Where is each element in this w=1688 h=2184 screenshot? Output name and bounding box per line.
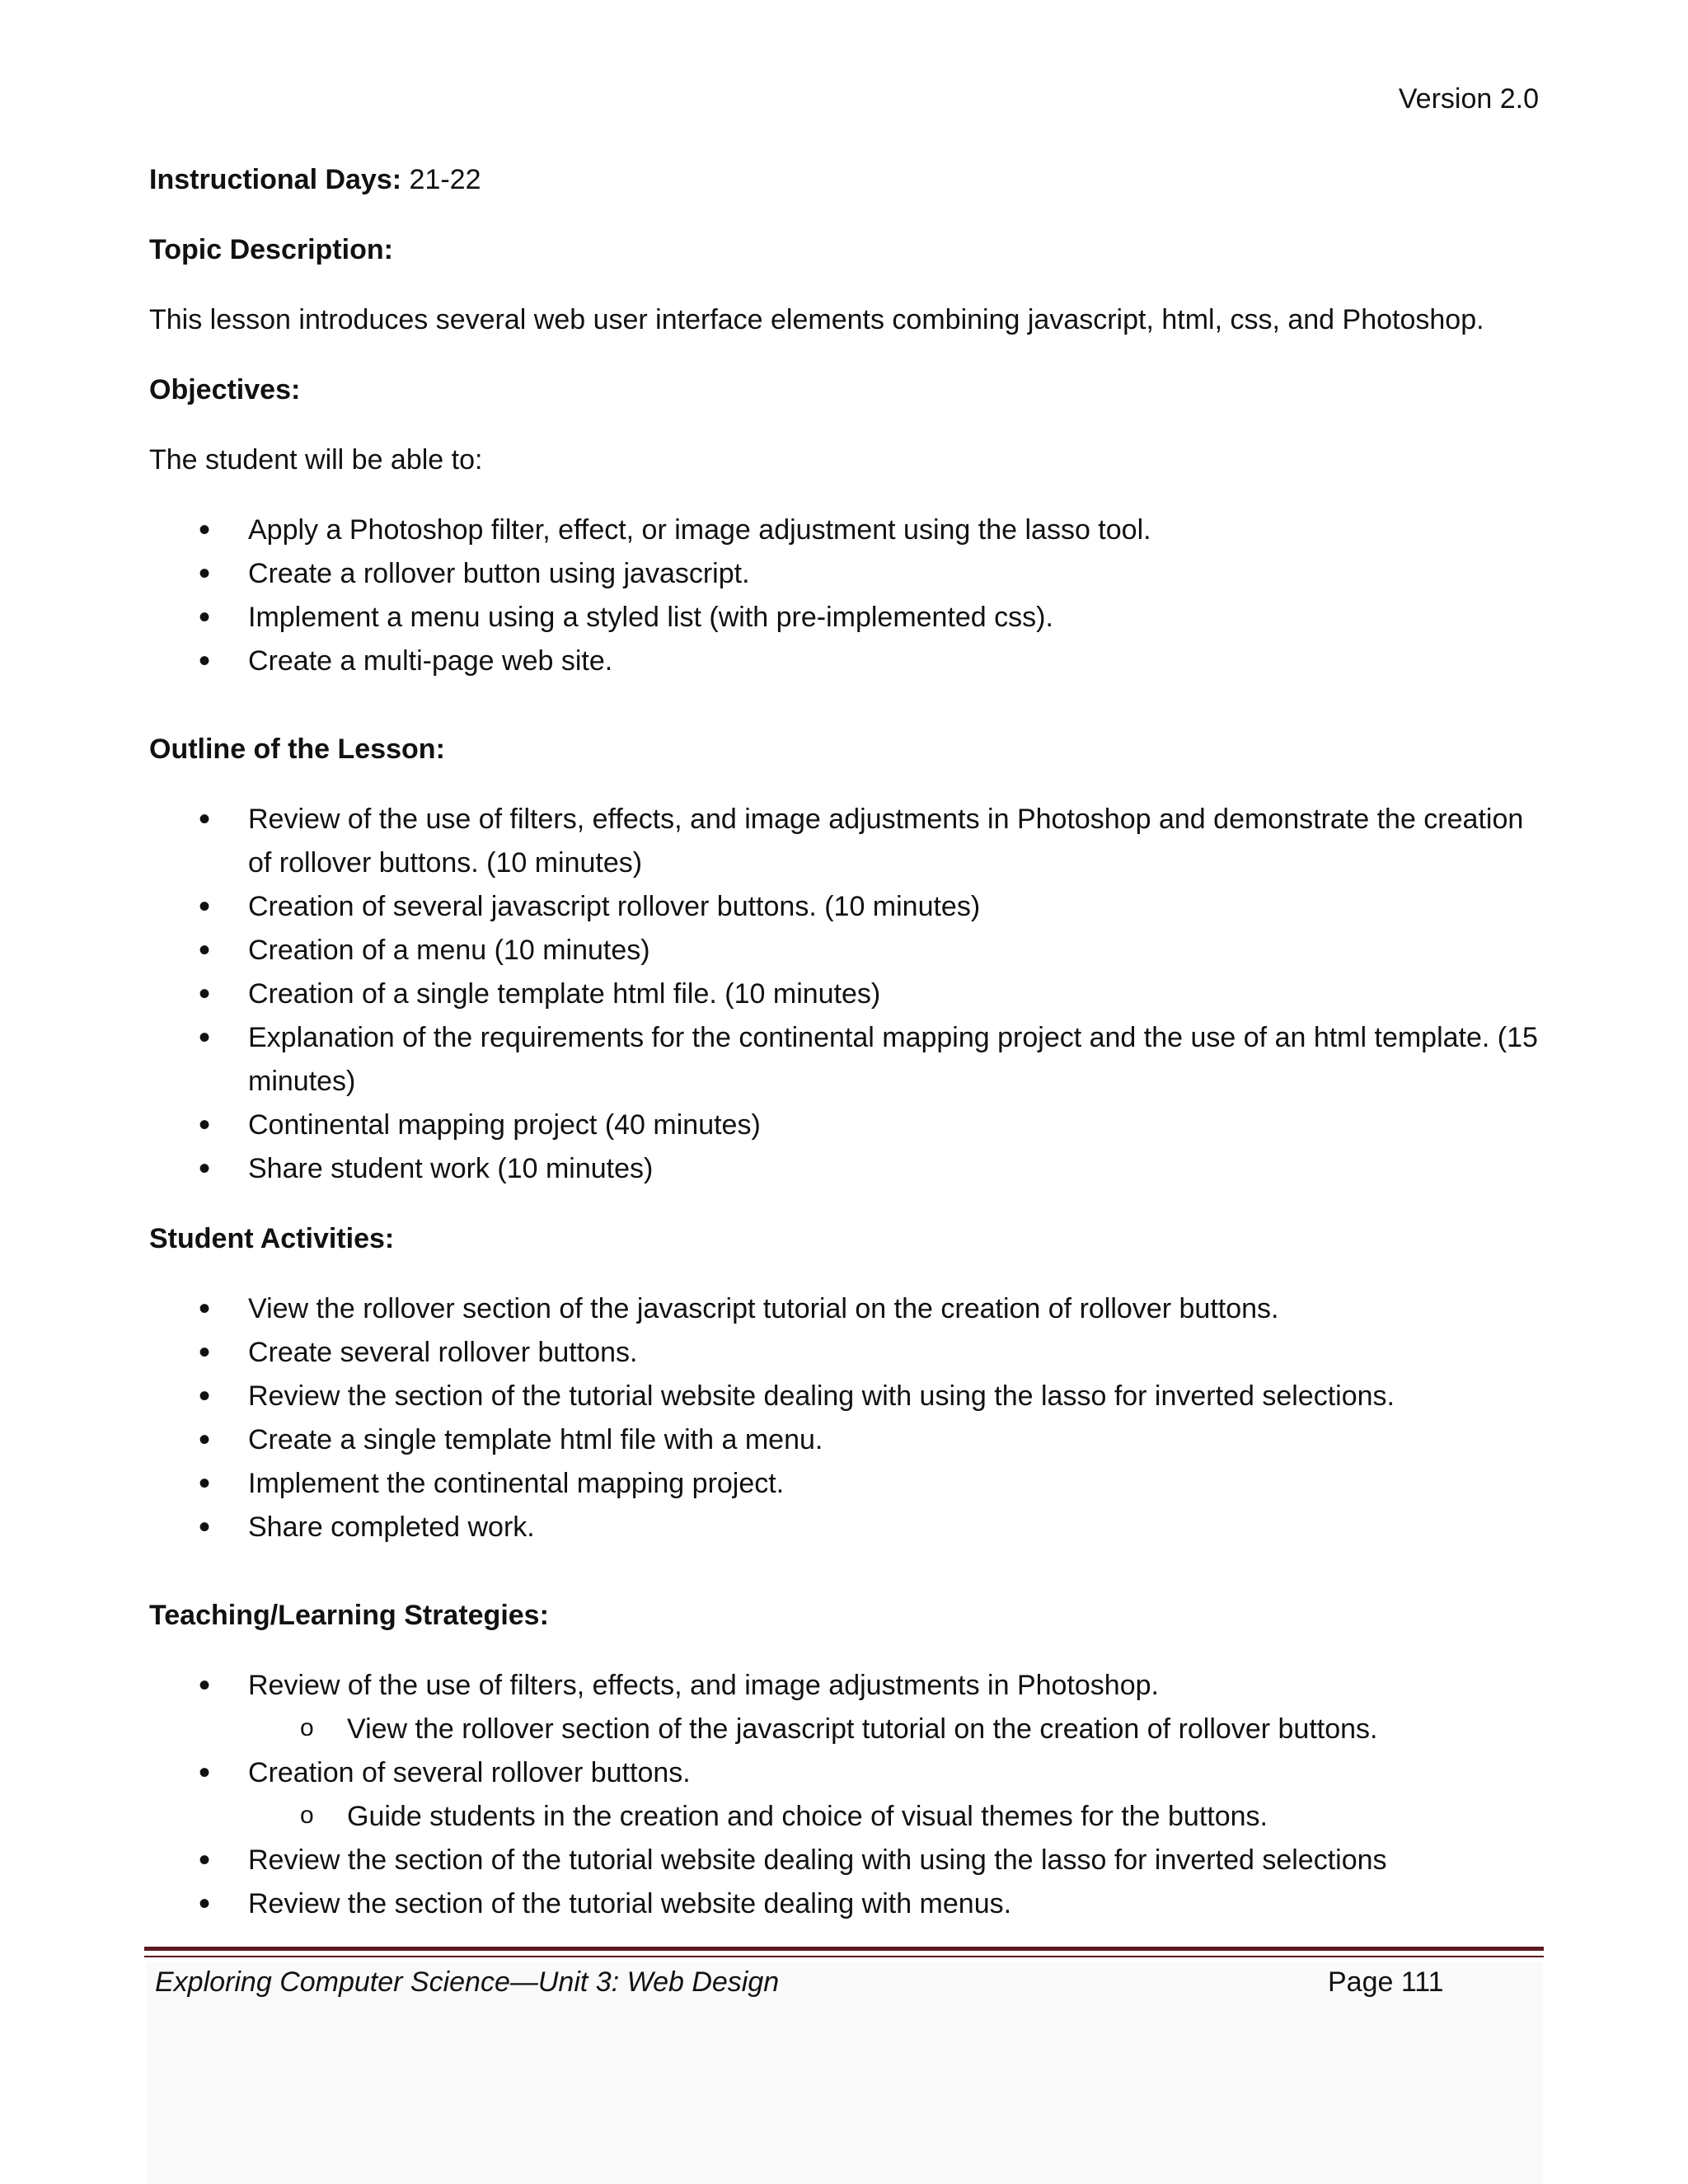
- list-item: • Create several rollover buttons.: [149, 1331, 1542, 1375]
- list-item: [149, 1664, 1542, 1751]
- list-item: • Review the section of the tutorial website dealing with using the lasso for inverted selections: [149, 1839, 1542, 1882]
- objectives-list: [149, 509, 1542, 683]
- list-item: • Creation of several javascript rollover buttons. (10 minutes): [149, 885, 1542, 929]
- instructional-days-label: Instructional Days:: [149, 164, 402, 195]
- list-item: • Review the section of the tutorial website dealing with using the lasso for inverted selections.: [149, 1375, 1542, 1418]
- sub-list-item: o View the rollover section of the javascript tutorial on the creation of rollover buttons.: [149, 1708, 1542, 1751]
- footer-title: Exploring Computer Science—Unit 3: Web Design: [155, 1966, 780, 1998]
- outline-list: [149, 798, 1542, 1191]
- strategies-heading: Teaching/Learning Strategies:: [149, 1600, 549, 1631]
- instructional-days: [149, 158, 1542, 202]
- list-item: • Implement the continental mapping project.: [149, 1462, 1542, 1506]
- list-item: • View the rollover section of the javascript tutorial on the creation of rollover buttons.: [149, 1287, 1542, 1331]
- strategies-list: [149, 1664, 1542, 1926]
- strategy-text: Creation of several rollover buttons.: [248, 1757, 691, 1788]
- sub-list-item: o Guide students in the creation and choice of visual themes for the buttons.: [149, 1795, 1542, 1839]
- outline-heading: Outline of the Lesson:: [149, 733, 445, 765]
- list-item: • Implement a menu using a styled list (with pre-implemented css).: [149, 596, 1542, 640]
- list-item: • Share completed work.: [149, 1506, 1542, 1549]
- list-item: • Creation of a single template html file. (10 minutes): [149, 972, 1542, 1016]
- list-item: [149, 1751, 1542, 1839]
- list-item: • Share student work (10 minutes): [149, 1147, 1542, 1191]
- objectives-heading: Objectives:: [149, 374, 301, 405]
- list-item: • Apply a Photoshop filter, effect, or image adjustment using the lasso tool.: [149, 509, 1542, 552]
- topic-text: This lesson introduces several web user interface elements combining javascript, html, css, and Photoshop.: [149, 304, 1484, 335]
- list-item: • Explanation of the requirements for the continental mapping project and the use of an html template. (15 minutes): [149, 1016, 1542, 1104]
- list-item: • Continental mapping project (40 minutes): [149, 1104, 1542, 1147]
- activities-list: [149, 1287, 1542, 1549]
- version-label: Version 2.0: [1398, 83, 1539, 115]
- list-item: • Creation of a menu (10 minutes): [149, 929, 1542, 972]
- sub-list: [248, 1708, 1542, 1751]
- list-item: • Create a rollover button using javascript.: [149, 552, 1542, 596]
- list-item: • Create a single template html file with a menu.: [149, 1418, 1542, 1462]
- list-item: • Review the section of the tutorial website dealing with menus.: [149, 1882, 1542, 1926]
- objectives-intro: The student will be able to:: [149, 444, 483, 476]
- strategy-text: Review of the use of filters, effects, and image adjustments in Photoshop.: [248, 1670, 1159, 1701]
- sub-list: [248, 1795, 1542, 1839]
- activities-heading: Student Activities:: [149, 1223, 395, 1254]
- instructional-days-value: 21-22: [409, 164, 481, 195]
- list-item: • Create a multi-page web site.: [149, 640, 1542, 683]
- lesson-content: [149, 158, 1542, 1952]
- list-item: • Review of the use of filters, effects, and image adjustments in Photoshop and demonstrate the creation of rollover buttons. (10 minutes): [149, 798, 1542, 885]
- page-number: Page 111: [1328, 1966, 1444, 1998]
- topic-heading: Topic Description:: [149, 234, 393, 265]
- footer-divider: [144, 1947, 1544, 1957]
